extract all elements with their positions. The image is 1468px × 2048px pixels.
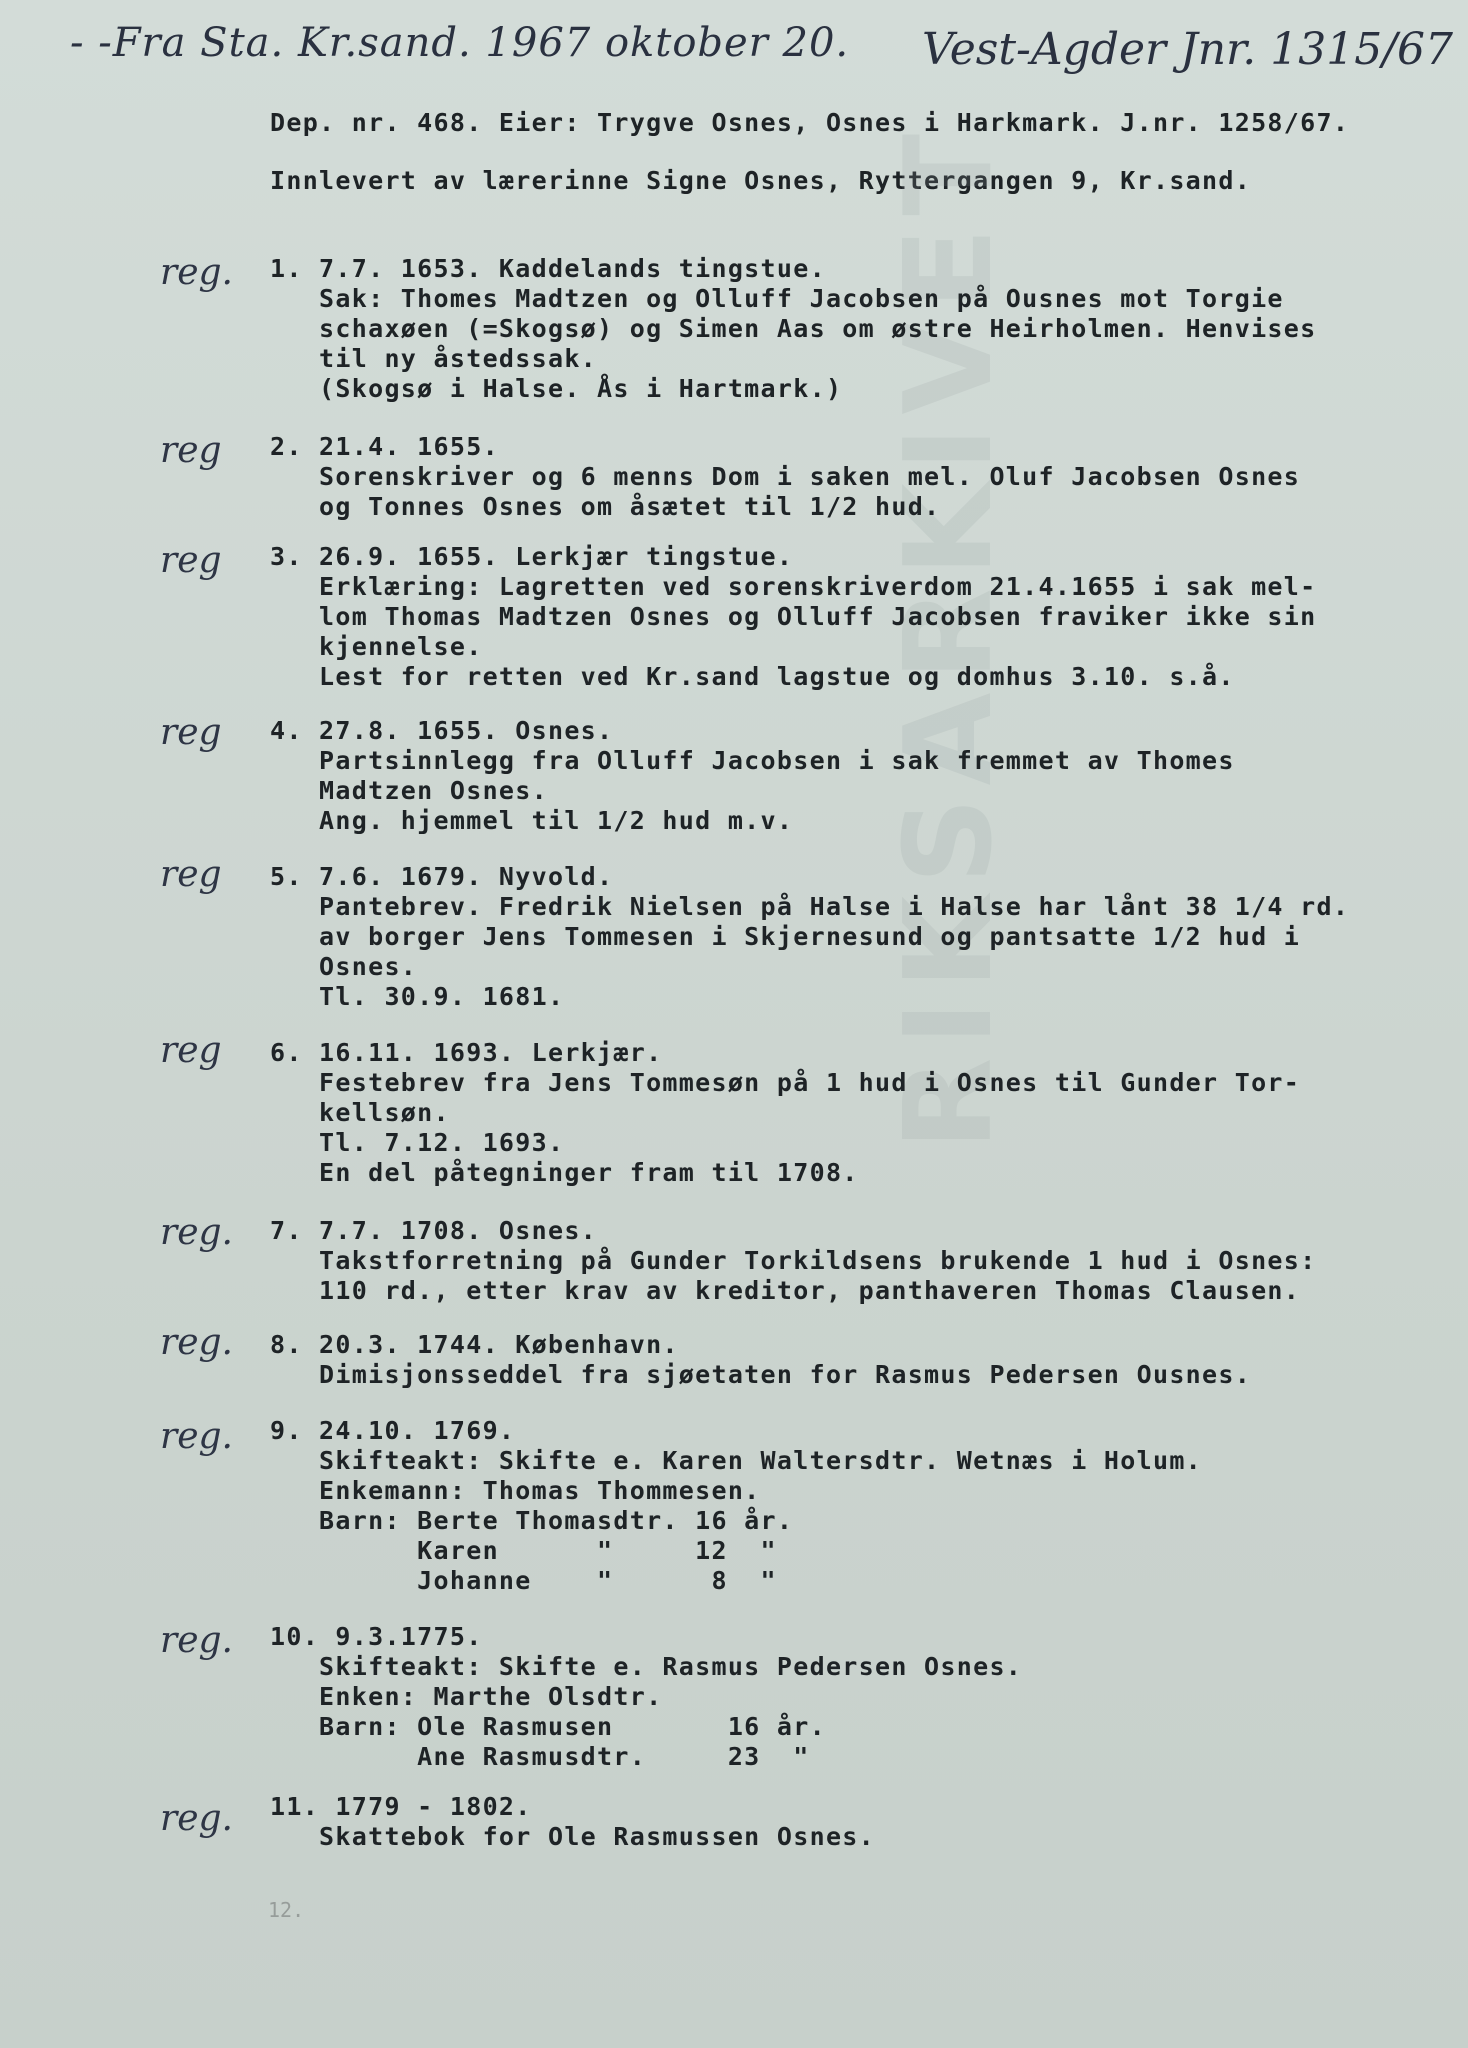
entry-9 xyxy=(270,1416,1440,1596)
entry-line: Festebrev fra Jens Tommesøn på 1 hud i Osnes til Gunder Tor- xyxy=(270,1068,1301,1097)
entry-line: 110 rd., etter krav av kreditor, panthaveren Thomas Clausen. xyxy=(270,1276,1301,1305)
entry-line: Madtzen Osnes. xyxy=(270,776,548,805)
entry-line: 2. 21.4. 1655. xyxy=(270,432,499,461)
margin-reg-mark: reg xyxy=(160,540,222,581)
entry-line: 6. 16.11. 1693. Lerkjær. xyxy=(270,1038,663,1067)
entry-4 xyxy=(270,716,1440,836)
entry-line: 10. 9.3.1775. xyxy=(270,1622,483,1651)
page-number: 12. xyxy=(268,1898,305,1922)
entry-line: 8. 20.3. 1744. København. xyxy=(270,1330,679,1359)
entry-line: kellsøn. xyxy=(270,1098,450,1127)
margin-reg-mark: reg. xyxy=(160,1322,234,1363)
entry-line: Erklæring: Lagretten ved sorenskriverdom 21.4.1655 i sak mel- xyxy=(270,572,1317,601)
entry-line: Johanne " 8 " xyxy=(270,1566,777,1595)
entry-line: Enkemann: Thomas Thommesen. xyxy=(270,1476,761,1505)
entry-8 xyxy=(270,1330,1440,1390)
entry-line: Dimisjonsseddel fra sjøetaten for Rasmus Pedersen Ousnes. xyxy=(270,1360,1252,1389)
entry-line: Sak: Thomes Madtzen og Olluff Jacobsen på Ousnes mot Torgie xyxy=(270,284,1284,313)
entry-line: 4. 27.8. 1655. Osnes. xyxy=(270,716,614,745)
margin-reg-mark: reg xyxy=(160,712,222,753)
entry-line: (Skogsø i Halse. Ås i Hartmark.) xyxy=(270,374,843,403)
entry-line: Skifteakt: Skifte e. Rasmus Pedersen Osnes. xyxy=(270,1652,1023,1681)
margin-reg-mark: reg. xyxy=(160,1620,234,1661)
entry-line: Pantebrev. Fredrik Nielsen på Halse i Halse har lånt 38 1/4 rd. xyxy=(270,892,1350,921)
margin-reg-mark: reg xyxy=(160,1030,222,1071)
entry-11 xyxy=(270,1792,1440,1852)
entry-line: En del påtegninger fram til 1708. xyxy=(270,1158,859,1187)
margin-reg-mark: reg xyxy=(160,854,222,895)
handwritten-journal-reference: Vest-Agder Jnr. 1315/67 xyxy=(922,24,1454,75)
margin-reg-mark: reg xyxy=(160,430,222,471)
entry-line: lom Thomas Madtzen Osnes og Olluff Jacobsen fraviker ikke sin xyxy=(270,602,1317,631)
archive-watermark-stamp: RIKSARKIVET xyxy=(880,121,1019,1150)
entry-line: Barn: Ole Rasmusen 16 år. xyxy=(270,1712,826,1741)
entry-3 xyxy=(270,542,1440,692)
entry-line: schaxøen (=Skogsø) og Simen Aas om østre Heirholmen. Henvises xyxy=(270,314,1317,343)
entry-line: Skifteakt: Skifte e. Karen Waltersdtr. Wetnæs i Holum. xyxy=(270,1446,1203,1475)
entry-line: Skattebok for Ole Rasmussen Osnes. xyxy=(270,1822,875,1851)
entry-line: 1. 7.7. 1653. Kaddelands tingstue. xyxy=(270,254,826,283)
deposit-header: Dep. nr. 468. Eier: Trygve Osnes, Osnes i Harkmark. J.nr. 1258/67. xyxy=(270,108,1350,137)
entry-10 xyxy=(270,1622,1440,1772)
entry-line: Ane Rasmusdtr. 23 " xyxy=(270,1742,810,1771)
entry-2 xyxy=(270,432,1440,522)
entry-line: Ang. hjemmel til 1/2 hud m.v. xyxy=(270,806,794,835)
entry-line: Takstforretning på Gunder Torkildsens brukende 1 hud i Osnes: xyxy=(270,1246,1317,1275)
entry-line: Barn: Berte Thomasdtr. 16 år. xyxy=(270,1506,794,1535)
entry-line: Partsinnlegg fra Olluff Jacobsen i sak fremmet av Thomes xyxy=(270,746,1235,775)
margin-reg-mark: reg. xyxy=(160,252,234,293)
entry-line: Karen " 12 " xyxy=(270,1536,777,1565)
entry-5 xyxy=(270,862,1440,1012)
entry-line: Enken: Marthe Olsdtr. xyxy=(270,1682,663,1711)
entry-line: og Tonnes Osnes om åsætet til 1/2 hud. xyxy=(270,492,941,521)
entry-line: kjennelse. xyxy=(270,632,483,661)
entry-line: 5. 7.6. 1679. Nyvold. xyxy=(270,862,614,891)
margin-reg-mark: reg. xyxy=(160,1416,234,1457)
handwritten-source-date: - -Fra Sta. Kr.sand. 1967 oktober 20. xyxy=(70,20,850,66)
entry-line: Sorenskriver og 6 menns Dom i saken mel. Oluf Jacobsen Osnes xyxy=(270,462,1301,491)
entry-line: Lest for retten ved Kr.sand lagstue og domhus 3.10. s.å. xyxy=(270,662,1235,691)
entry-line: 3. 26.9. 1655. Lerkjær tingstue. xyxy=(270,542,794,571)
entry-line: 9. 24.10. 1769. xyxy=(270,1416,516,1445)
entry-6 xyxy=(270,1038,1440,1188)
entry-line: Osnes. xyxy=(270,952,418,981)
entry-line: 7. 7.7. 1708. Osnes. xyxy=(270,1216,598,1245)
margin-reg-mark: reg. xyxy=(160,1212,234,1253)
entry-line: 11. 1779 - 1802. xyxy=(270,1792,532,1821)
entry-line: av borger Jens Tommesen i Skjernesund og pantsatte 1/2 hud i xyxy=(270,922,1301,951)
entry-line: til ny åstedssak. xyxy=(270,344,598,373)
entry-1 xyxy=(270,254,1440,404)
margin-reg-mark: reg. xyxy=(160,1798,234,1839)
submitted-by-line: Innlevert av lærerinne Signe Osnes, Ryttergangen 9, Kr.sand. xyxy=(270,166,1252,195)
entry-line: Tl. 7.12. 1693. xyxy=(270,1128,565,1157)
entry-line: Tl. 30.9. 1681. xyxy=(270,982,565,1011)
entry-7 xyxy=(270,1216,1440,1306)
